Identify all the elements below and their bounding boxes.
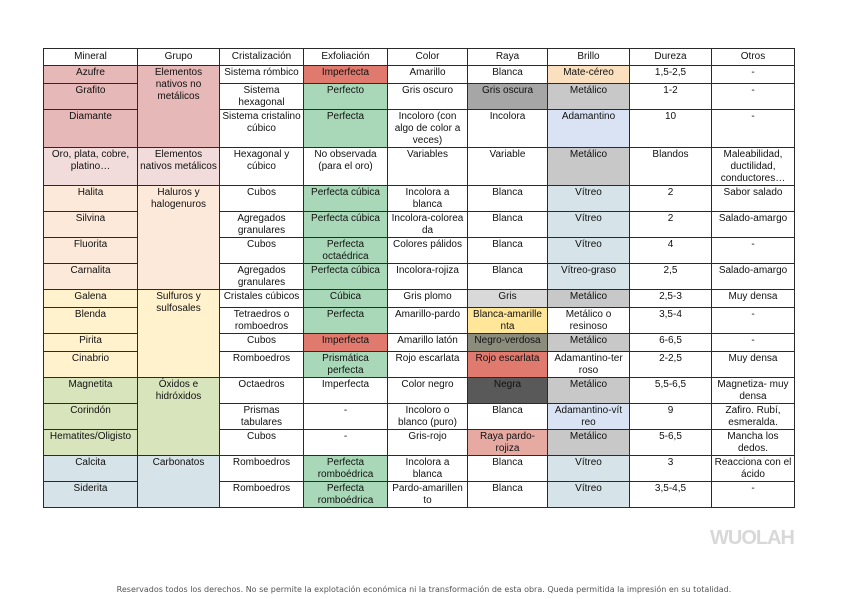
grupo-cell: Óxidos e hidróxidos <box>138 378 220 456</box>
color-cell: Incoloro o blanco (puro) <box>388 404 468 430</box>
otros-cell: - <box>712 66 795 84</box>
otros-cell: Salado-amargo <box>712 264 795 290</box>
color-cell: Incolora-colorea da <box>388 212 468 238</box>
cristalizacion-cell: Octaedros <box>220 378 304 404</box>
color-cell: Colores pálidos <box>388 238 468 264</box>
exfoliacion-cell: Imperfecta <box>304 66 388 84</box>
otros-cell: - <box>712 110 795 148</box>
cristalizacion-cell: Cubos <box>220 430 304 456</box>
exfoliacion-cell: No observada (para el oro) <box>304 148 388 186</box>
header-mineral: Mineral <box>44 49 138 66</box>
grupo-cell: Carbonatos <box>138 456 220 508</box>
color-cell: Incolora a blanca <box>388 186 468 212</box>
mineral-cell: Halita <box>44 186 138 212</box>
header-cristalizacion: Cristalización <box>220 49 304 66</box>
raya-cell: Negra <box>468 378 548 404</box>
brillo-cell: Adamantino-ter roso <box>548 352 630 378</box>
mineral-cell: Oro, plata, cobre, platino… <box>44 148 138 186</box>
table-row <box>44 456 795 482</box>
exfoliacion-cell: Perfecta romboédrica <box>304 482 388 508</box>
mineral-cell: Pirita <box>44 334 138 352</box>
raya-cell: Blanca <box>468 482 548 508</box>
raya-cell: Variable <box>468 148 548 186</box>
otros-cell: - <box>712 84 795 110</box>
otros-cell: Muy densa <box>712 290 795 308</box>
mineral-cell: Diamante <box>44 110 138 148</box>
otros-cell: - <box>712 482 795 508</box>
cristalizacion-cell: Sistema rómbico <box>220 66 304 84</box>
exfoliacion-cell: Cúbica <box>304 290 388 308</box>
otros-cell: - <box>712 308 795 334</box>
brillo-cell: Vítreo <box>548 456 630 482</box>
otros-cell: Magnetiza- muy densa <box>712 378 795 404</box>
brillo-cell: Metálico o resinoso <box>548 308 630 334</box>
brillo-cell: Mate-céreo <box>548 66 630 84</box>
dureza-cell: Blandos <box>630 148 712 186</box>
raya-cell: Negro-verdosa <box>468 334 548 352</box>
header-row <box>44 49 795 66</box>
grupo-cell: Elementos nativos no metálicos <box>138 66 220 148</box>
dureza-cell: 9 <box>630 404 712 430</box>
mineral-cell: Blenda <box>44 308 138 334</box>
otros-cell: Mancha los dedos. <box>712 430 795 456</box>
brillo-cell: Metálico <box>548 84 630 110</box>
color-cell: Amarillo latón <box>388 334 468 352</box>
cristalizacion-cell: Prismas tabulares <box>220 404 304 430</box>
color-cell: Color negro <box>388 378 468 404</box>
cristalizacion-cell: Cubos <box>220 334 304 352</box>
dureza-cell: 2,5-3 <box>630 290 712 308</box>
color-cell: Gris-rojo <box>388 430 468 456</box>
mineral-cell: Grafito <box>44 84 138 110</box>
mineral-cell: Silvina <box>44 212 138 238</box>
raya-cell: Blanca-amarille nta <box>468 308 548 334</box>
brillo-cell: Metálico <box>548 290 630 308</box>
brillo-cell: Adamantino <box>548 110 630 148</box>
exfoliacion-cell: Perfecta cúbica <box>304 264 388 290</box>
color-cell: Rojo escarlata <box>388 352 468 378</box>
cristalizacion-cell: Sistema cristalino cúbico <box>220 110 304 148</box>
exfoliacion-cell: Perfecta octaédrica <box>304 238 388 264</box>
brillo-cell: Vítreo <box>548 238 630 264</box>
raya-cell: Blanca <box>468 238 548 264</box>
mineral-cell: Fluorita <box>44 238 138 264</box>
header-dureza: Dureza <box>630 49 712 66</box>
table-row <box>44 186 795 212</box>
table-row <box>44 378 795 404</box>
header-otros: Otros <box>712 49 795 66</box>
exfoliacion-cell: Perfecta <box>304 308 388 334</box>
otros-cell: Zafiro. Rubí, esmeralda. <box>712 404 795 430</box>
color-cell: Gris oscuro <box>388 84 468 110</box>
cristalizacion-cell: Romboedros <box>220 482 304 508</box>
table-row <box>44 66 795 84</box>
table-row <box>44 290 795 308</box>
raya-cell: Rojo escarlata <box>468 352 548 378</box>
mineral-cell: Azufre <box>44 66 138 84</box>
color-cell: Incoloro (con algo de color a veces) <box>388 110 468 148</box>
cristalizacion-cell: Romboedros <box>220 456 304 482</box>
color-cell: Variables <box>388 148 468 186</box>
header-raya: Raya <box>468 49 548 66</box>
otros-cell: Muy densa <box>712 352 795 378</box>
color-cell: Incolora a blanca <box>388 456 468 482</box>
exfoliacion-cell: - <box>304 404 388 430</box>
color-cell: Incolora-rojiza <box>388 264 468 290</box>
dureza-cell: 1,5-2,5 <box>630 66 712 84</box>
mineral-cell: Hematites/Oligisto <box>44 430 138 456</box>
raya-cell: Incolora <box>468 110 548 148</box>
dureza-cell: 5-6,5 <box>630 430 712 456</box>
footer-rights-notice: Reservados todos los derechos. No se permite la explotación económica ni la transformación de esta obra. Queda permitida la impresión en su totalidad. <box>116 585 732 594</box>
raya-cell: Blanca <box>468 264 548 290</box>
minerals-table <box>43 48 795 508</box>
header-brillo: Brillo <box>548 49 630 66</box>
dureza-cell: 2 <box>630 186 712 212</box>
grupo-cell: Elementos nativos metálicos <box>138 148 220 186</box>
grupo-cell: Sulfuros y sulfosales <box>138 290 220 378</box>
dureza-cell: 3,5-4 <box>630 308 712 334</box>
exfoliacion-cell: Imperfecta <box>304 334 388 352</box>
dureza-cell: 10 <box>630 110 712 148</box>
color-cell: Amarillo <box>388 66 468 84</box>
otros-cell: Sabor salado <box>712 186 795 212</box>
cristalizacion-cell: Agregados granulares <box>220 212 304 238</box>
dureza-cell: 3 <box>630 456 712 482</box>
exfoliacion-cell: - <box>304 430 388 456</box>
dureza-cell: 4 <box>630 238 712 264</box>
dureza-cell: 6-6,5 <box>630 334 712 352</box>
exfoliacion-cell: Perfecta cúbica <box>304 212 388 238</box>
exfoliacion-cell: Perfecto <box>304 84 388 110</box>
brillo-cell: Metálico <box>548 334 630 352</box>
exfoliacion-cell: Imperfecta <box>304 378 388 404</box>
mineral-cell: Calcita <box>44 456 138 482</box>
exfoliacion-cell: Perfecta cúbica <box>304 186 388 212</box>
cristalizacion-cell: Romboedros <box>220 352 304 378</box>
mineral-cell: Magnetita <box>44 378 138 404</box>
dureza-cell: 5,5-6,5 <box>630 378 712 404</box>
cristalizacion-cell: Hexagonal y cúbico <box>220 148 304 186</box>
brillo-cell: Vítreo <box>548 186 630 212</box>
table-row <box>44 148 795 186</box>
dureza-cell: 1-2 <box>630 84 712 110</box>
cristalizacion-cell: Cristales cúbicos <box>220 290 304 308</box>
raya-cell: Gris <box>468 290 548 308</box>
header-exfoliacion: Exfoliación <box>304 49 388 66</box>
otros-cell: Maleabilidad, ductilidad, conductores… <box>712 148 795 186</box>
color-cell: Amarillo-pardo <box>388 308 468 334</box>
otros-cell: - <box>712 334 795 352</box>
header-grupo: Grupo <box>138 49 220 66</box>
raya-cell: Blanca <box>468 456 548 482</box>
brillo-cell: Metálico <box>548 148 630 186</box>
brillo-cell: Vítreo <box>548 482 630 508</box>
cristalizacion-cell: Sistema hexagonal <box>220 84 304 110</box>
otros-cell: Reacciona con el ácido <box>712 456 795 482</box>
raya-cell: Blanca <box>468 212 548 238</box>
wuolah-watermark: WUOLAH <box>710 527 794 549</box>
raya-cell: Blanca <box>468 186 548 212</box>
cristalizacion-cell: Cubos <box>220 186 304 212</box>
mineral-cell: Galena <box>44 290 138 308</box>
otros-cell: - <box>712 238 795 264</box>
cristalizacion-cell: Tetraedros o romboedros <box>220 308 304 334</box>
dureza-cell: 2 <box>630 212 712 238</box>
brillo-cell: Metálico <box>548 378 630 404</box>
raya-cell: Blanca <box>468 404 548 430</box>
exfoliacion-cell: Perfecta romboédrica <box>304 456 388 482</box>
mineral-cell: Corindón <box>44 404 138 430</box>
exfoliacion-cell: Perfecta <box>304 110 388 148</box>
brillo-cell: Vítreo-graso <box>548 264 630 290</box>
grupo-cell: Haluros y halogenuros <box>138 186 220 290</box>
raya-cell: Raya pardo-rojiza <box>468 430 548 456</box>
dureza-cell: 2,5 <box>630 264 712 290</box>
color-cell: Pardo-amarillen to <box>388 482 468 508</box>
mineral-cell: Cinabrio <box>44 352 138 378</box>
mineral-cell: Carnalita <box>44 264 138 290</box>
cristalizacion-cell: Agregados granulares <box>220 264 304 290</box>
dureza-cell: 3,5-4,5 <box>630 482 712 508</box>
exfoliacion-cell: Prismática perfecta <box>304 352 388 378</box>
brillo-cell: Adamantino-vít reo <box>548 404 630 430</box>
raya-cell: Gris oscura <box>468 84 548 110</box>
mineral-cell: Siderita <box>44 482 138 508</box>
header-color: Color <box>388 49 468 66</box>
cristalizacion-cell: Cubos <box>220 238 304 264</box>
dureza-cell: 2-2,5 <box>630 352 712 378</box>
brillo-cell: Metálico <box>548 430 630 456</box>
brillo-cell: Vítreo <box>548 212 630 238</box>
raya-cell: Blanca <box>468 66 548 84</box>
color-cell: Gris plomo <box>388 290 468 308</box>
otros-cell: Salado-amargo <box>712 212 795 238</box>
